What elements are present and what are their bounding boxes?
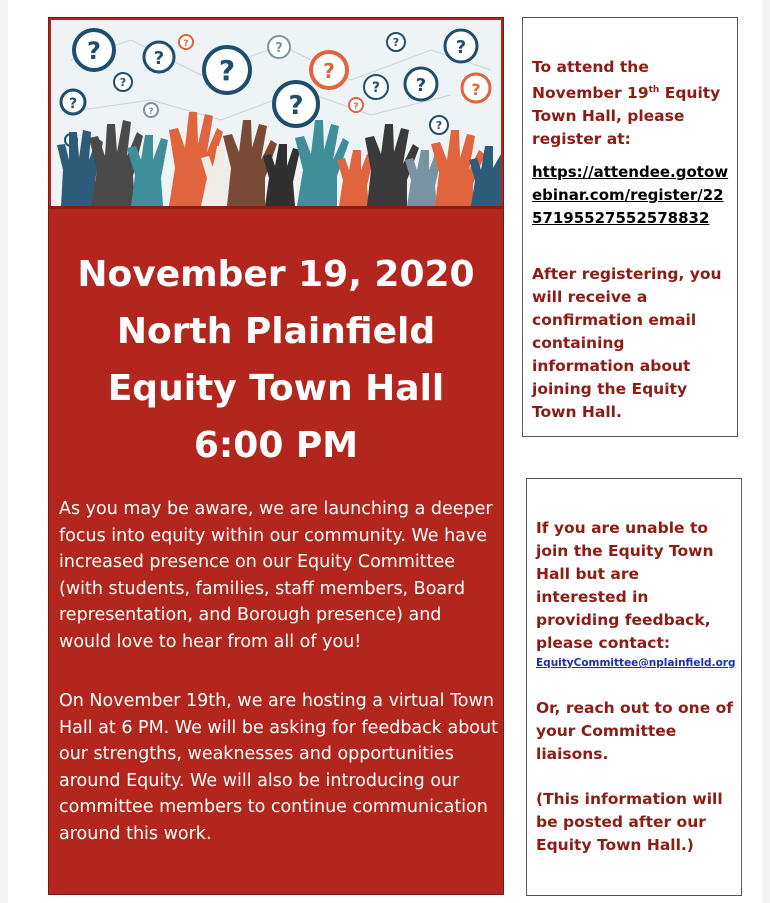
town-hall-flyer (48, 17, 504, 895)
svg-text:?: ? (119, 76, 127, 89)
svg-text:?: ? (371, 80, 381, 96)
event-location: North Plainfield (116, 311, 436, 352)
details-paragraph: On November 19th, we are hosting a virtual Town Hall at 6 PM. We will be asking for feedback about our strengths, weaknesses and opportunities around Equity. We will also be introducing our committee members to continue communication around this work. (59, 691, 498, 844)
event-date: November 19, 2020 (77, 254, 475, 295)
svg-text:?: ? (455, 37, 467, 58)
info-note: (This information will be posted after our Equity Town Hall.) (536, 790, 723, 854)
svg-text:?: ? (392, 36, 400, 49)
banner-divider (49, 206, 503, 209)
registration-followup: After registering, you will receive a confirmation email containing information about joining the Equity Town Hall. (532, 265, 722, 422)
event-time: 6:00 PM (193, 425, 359, 466)
svg-text:?: ? (275, 41, 283, 56)
svg-text:?: ? (153, 48, 165, 69)
svg-text:?: ? (415, 75, 427, 96)
svg-text:?: ? (435, 119, 443, 132)
raised-hands-icon (51, 20, 501, 206)
registration-intro: To attend the November 19th Equity Town Hall, please register at: (532, 58, 721, 149)
svg-text:?: ? (218, 54, 236, 87)
svg-text:?: ? (68, 96, 78, 112)
banner-image (51, 20, 501, 206)
svg-text:?: ? (353, 102, 359, 112)
svg-text:?: ? (148, 107, 154, 117)
intro-paragraph: As you may be aware, we are launching a deeper focus into equity within our community. We have increased presence on our Equity Committee (with students, families, staff members, Board representation, and Borough presence) and would love to hear from all of you! (59, 499, 493, 652)
registration-link[interactable]: https://attendee.gotowebinar.com/register/2257195527552578832 (532, 163, 729, 228)
svg-text:?: ? (323, 59, 335, 83)
feedback-box (526, 478, 742, 896)
liaisons-text: Or, reach out to one of your Committee liaisons. (536, 699, 733, 763)
event-headline (49, 246, 503, 474)
svg-text:?: ? (288, 91, 304, 121)
page (8, 0, 762, 903)
svg-text:?: ? (87, 37, 101, 65)
event-title: Equity Town Hall (107, 368, 445, 409)
svg-text:?: ? (183, 39, 189, 49)
registration-box (522, 17, 738, 437)
svg-text:?: ? (471, 80, 481, 99)
committee-email-link[interactable]: EquityCommittee@nplainfield.org (536, 657, 736, 669)
feedback-intro: If you are unable to join the Equity Town Hall but are interested in providing feedback, please contact: (536, 519, 714, 652)
